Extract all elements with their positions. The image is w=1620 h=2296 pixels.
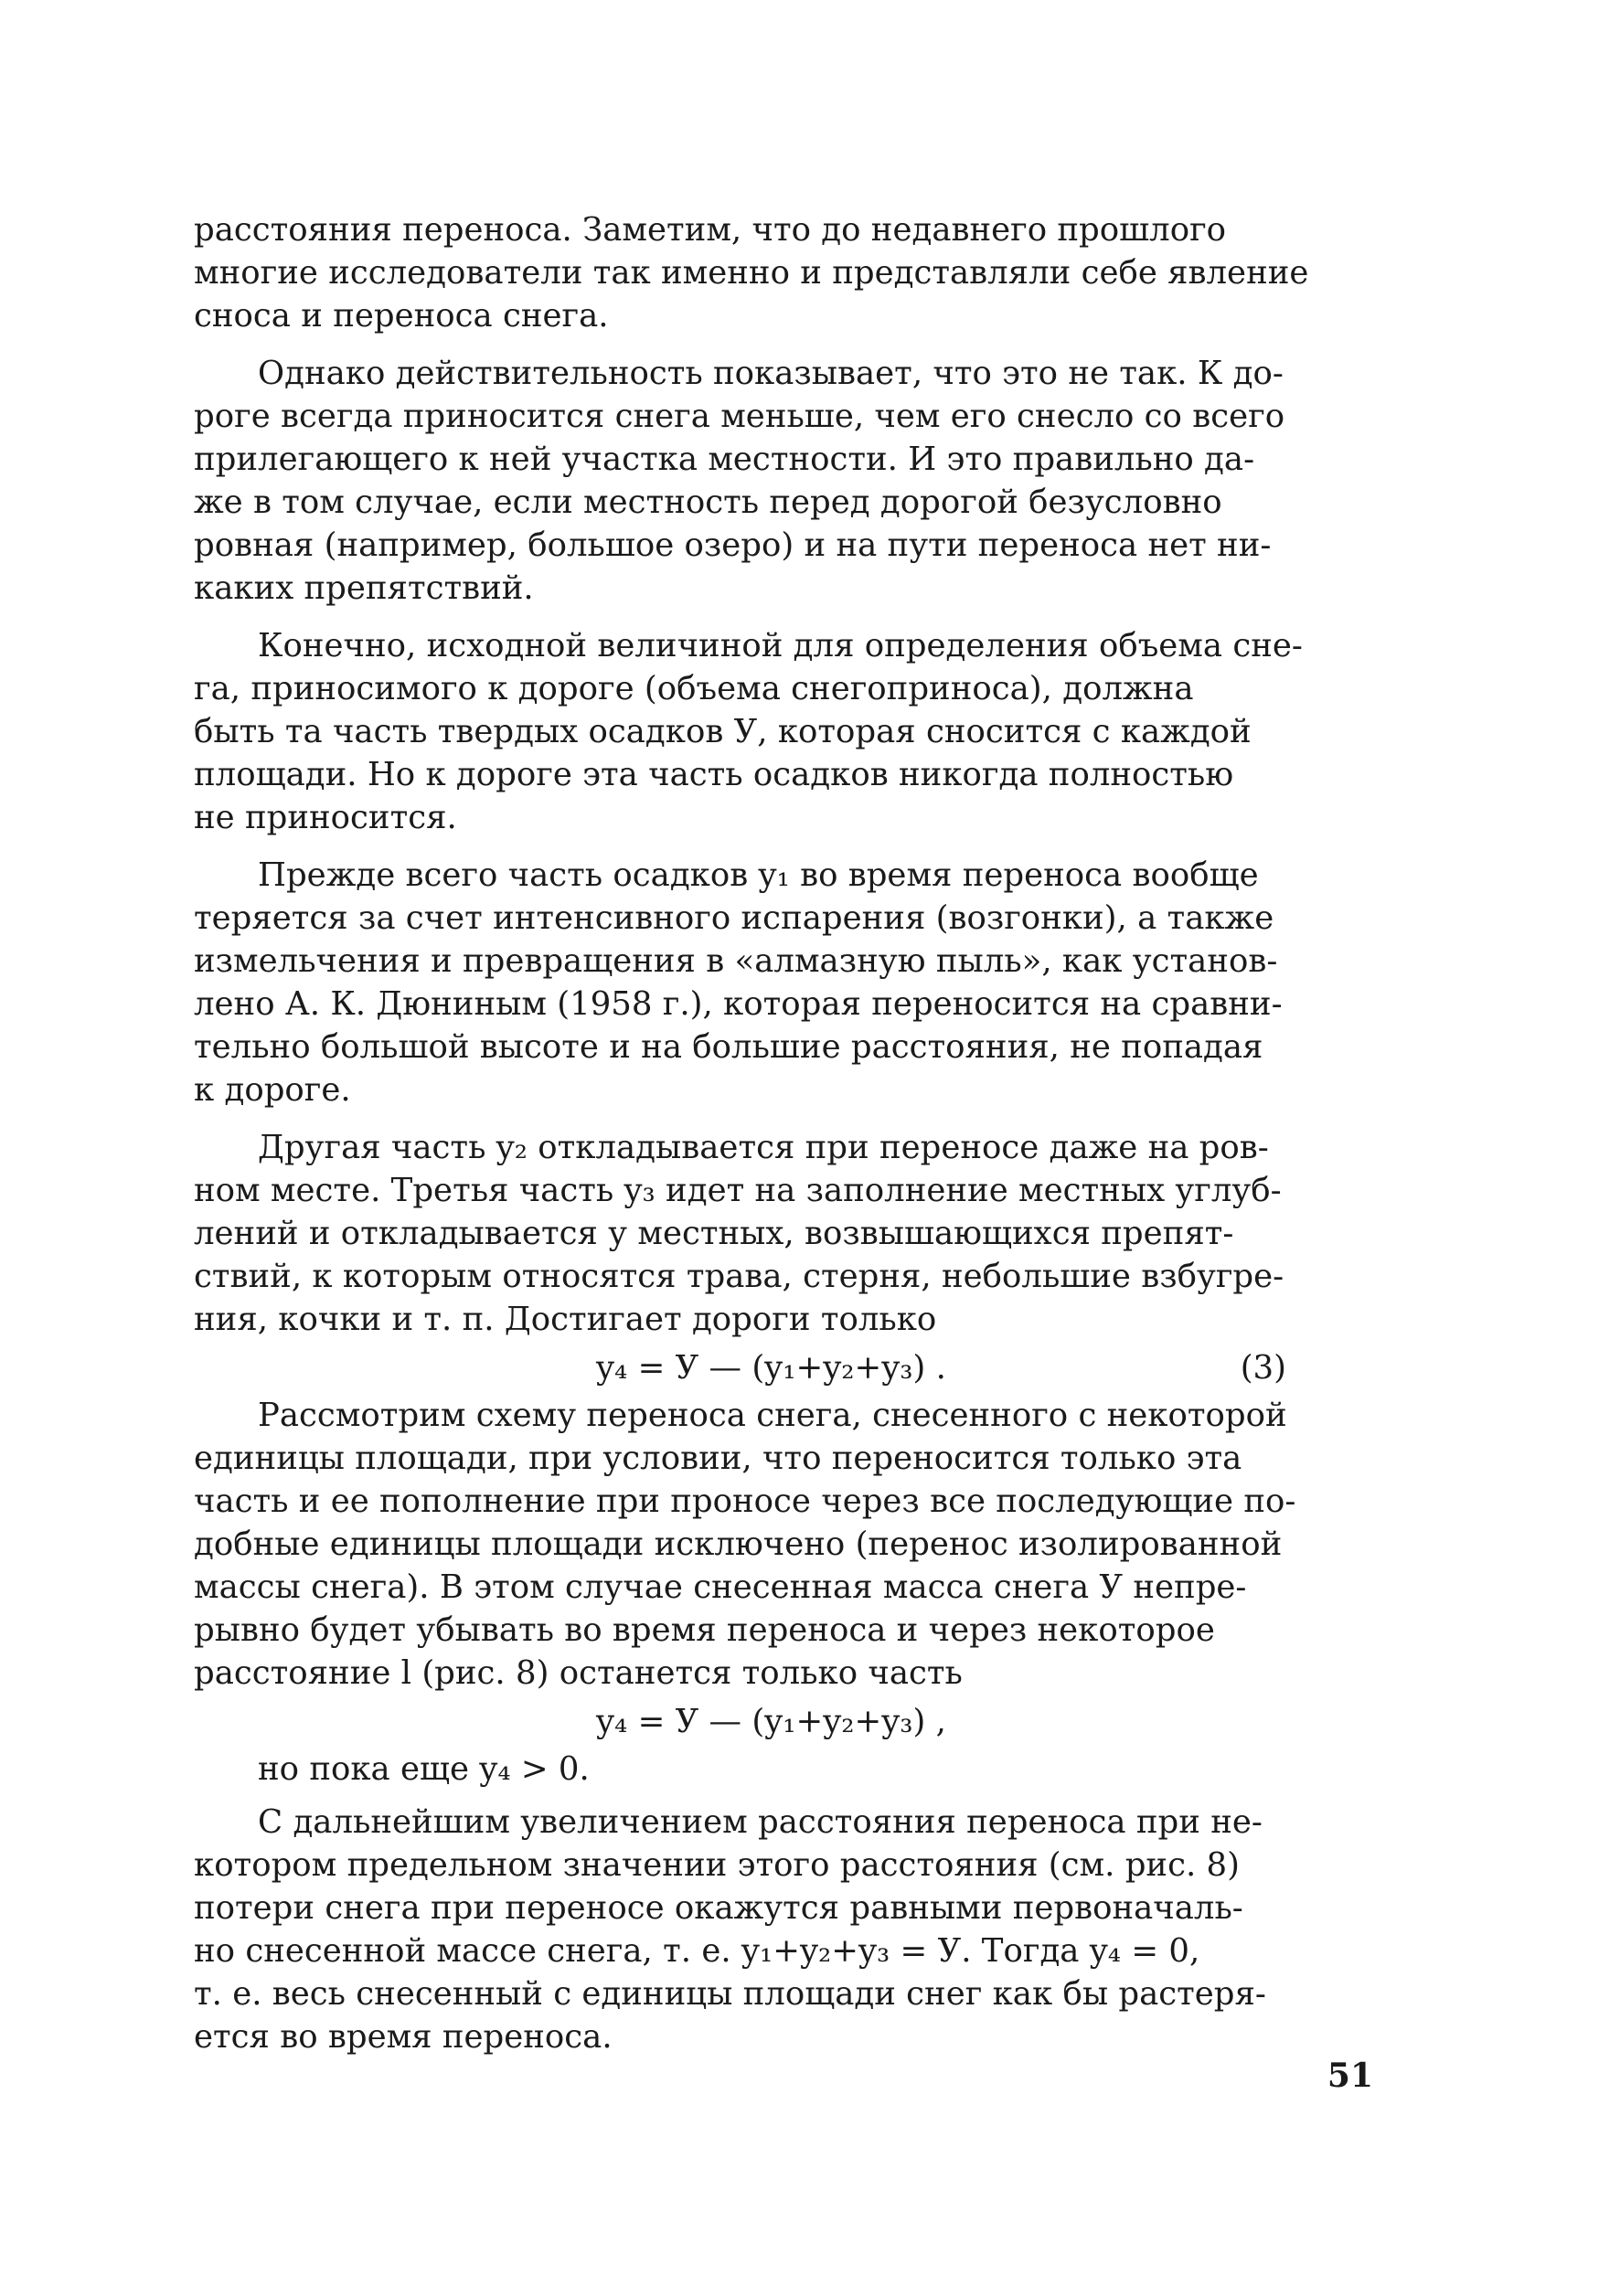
text-line: расстояние l (рис. 8) останется только часть: [194, 1654, 963, 1692]
text-line: Рассмотрим схему переноса снега, снесенного с некоторой: [258, 1397, 1287, 1434]
text-line: т. е. весь снесенный с единицы площади снег как бы растеря-: [194, 1975, 1266, 2013]
paragraph-2: [194, 352, 1373, 610]
text-line: расстояния переноса. Заметим, что до недавнего прошлого: [194, 211, 1227, 249]
formula-expression: y₄ = У — (y₁+y₂+y₃) ,: [596, 1703, 946, 1740]
text-line: же в том случае, если местность перед дорогой безусловно: [194, 484, 1222, 521]
text-line: но снесенной массе снега, т. е. y₁+y₂+y₃ = У. Тогда y₄ = 0,: [194, 1932, 1200, 1970]
text-line: ется во время переноса.: [194, 2018, 613, 2056]
text-line: Однако действительность показывает, что это не так. К до-: [258, 355, 1284, 392]
text-line: ния, кочки и т. п. Достигает дороги только: [194, 1301, 937, 1338]
text-line: быть та часть твердых осадков У, которая сносится с каждой: [194, 713, 1252, 750]
paragraph-6: [194, 1394, 1373, 1695]
paragraph-5: [194, 1126, 1373, 1341]
text-line: лений и откладывается у местных, возвышающихся препят-: [194, 1215, 1234, 1252]
text-line: тельно большой высоте и на большие расстояния, не попадая: [194, 1028, 1263, 1066]
text-line: ровная (например, большое озеро) и на пути переноса нет ни-: [194, 526, 1272, 564]
page-body: [194, 208, 1373, 2058]
text-line: единицы площади, при условии, что переносится только эта: [194, 1440, 1242, 1477]
text-line: Другая часть y₂ откладывается при переносе даже на ров-: [258, 1129, 1269, 1166]
text-line: С дальнейшим увеличением расстояния переноса при не-: [258, 1803, 1263, 1841]
text-line: площади. Но к дороге эта часть осадков никогда полностью: [194, 756, 1234, 793]
formula-3: [194, 1341, 1373, 1394]
text-line: многие исследователи так именно и представляли себе явление: [194, 254, 1309, 292]
text-line: рывно будет убывать во время переноса и через некоторое: [194, 1611, 1215, 1649]
text-line: прилегающего к ней участка местности. И это правильно да-: [194, 441, 1255, 478]
formula-unnumbered: [194, 1695, 1373, 1748]
condition-line: но пока еще y₄ > 0.: [258, 1750, 590, 1788]
paragraph-3: [194, 624, 1373, 839]
text-line: к дороге.: [194, 1071, 351, 1109]
text-line: га, приносимого к дороге (объема снегоприноса), должна: [194, 670, 1194, 707]
text-line: роге всегда приносится снега меньше, чем его снесло со всего: [194, 398, 1285, 435]
paragraph-4: [194, 854, 1373, 1111]
formula-expression: y₄ = У — (y₁+y₂+y₃) .: [596, 1349, 946, 1387]
text-line: не приносится.: [194, 799, 457, 836]
text-line: измельчения и превращения в «алмазную пыль», как установ-: [194, 942, 1278, 980]
text-line: сноса и переноса снега.: [194, 297, 609, 335]
text-line: потери снега при переносе окажутся равными первоначаль-: [194, 1889, 1243, 1927]
text-line: часть и ее пополнение при проносе через все последующие по-: [194, 1483, 1296, 1520]
text-line: ном месте. Третья часть y₃ идет на заполнение местных углуб-: [194, 1172, 1282, 1209]
text-line: Прежде всего часть осадков y₁ во время переноса вообще: [258, 856, 1259, 894]
text-line: массы снега). В этом случае снесенная масса снега У непре-: [194, 1568, 1247, 1606]
text-line: каких препятствий.: [194, 569, 534, 607]
text-line: ствий, к которым относятся трава, стерня, небольшие взбугре-: [194, 1258, 1284, 1295]
text-line: добные единицы площади исключено (перенос изолированной: [194, 1525, 1283, 1563]
page-number: 51: [1327, 2057, 1373, 2095]
paragraph-1: [194, 208, 1373, 337]
text-line: лено А. К. Дюниным (1958 г.), которая переносится на сравни-: [194, 985, 1283, 1023]
paragraph-7: [194, 1801, 1373, 2058]
formula-number: (3): [1240, 1349, 1286, 1387]
text-line: теряется за счет интенсивного испарения (возгонки), а также: [194, 899, 1274, 937]
text-line: котором предельном значении этого расстояния (см. рис. 8): [194, 1846, 1240, 1884]
text-line: Конечно, исходной величиной для определения объема сне-: [258, 627, 1303, 664]
